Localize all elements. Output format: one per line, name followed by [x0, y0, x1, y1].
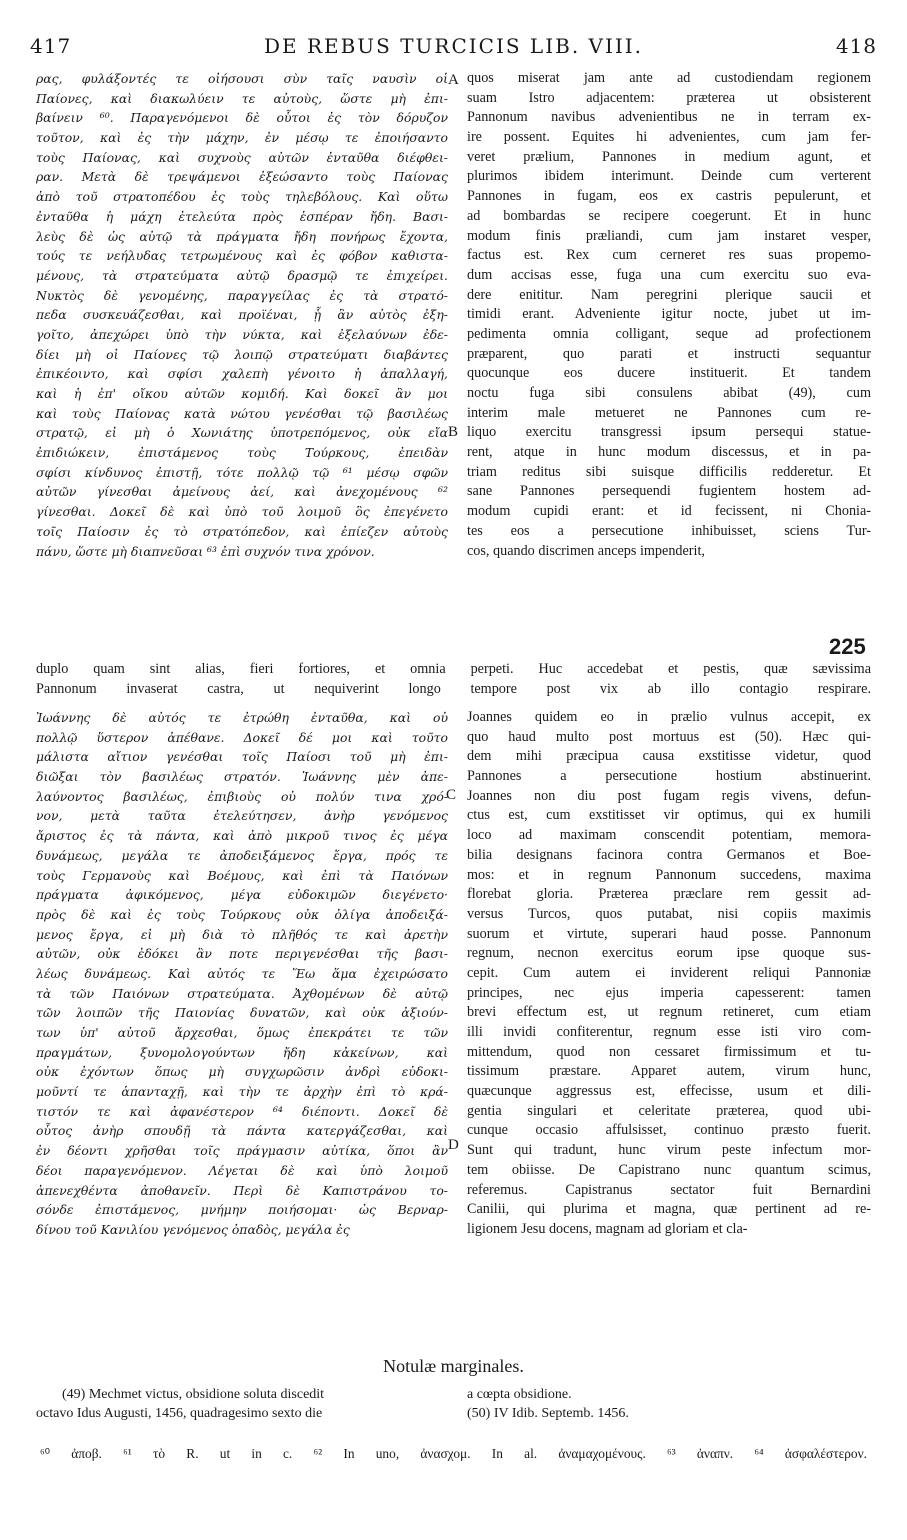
latin-text-line: interim male metueret ne Pannones cum re- — [467, 404, 871, 421]
latin-text-line: quocunque eos ducere instituerit. Et tandem — [467, 365, 871, 382]
note-49-line-1: (49) Mechmet victus, obsidione soluta discedit — [62, 1387, 325, 1402]
greek-text-line: λαύνοντος βασιλέως, ἐπιβιοὺς οὐ πολύν τινα χρό- — [36, 788, 448, 804]
greek-text-line: διῶξαι τὸν βασιλέως στρατόν. Ἰωάννης μὲν ἀπε- — [36, 769, 448, 785]
page-number-left: 417 — [30, 34, 72, 58]
latin-text-line: cepit. Cum autem ei inviderent reliqui Pannoniæ — [467, 964, 871, 981]
greek-text-line: τῶν λοιπῶν τῆς Παιονίας δυνατῶν, καὶ οὐκ ἀξιούν- — [36, 1005, 448, 1021]
latin-text-line: cunque occasio affulsisset, continuo præsto fuerit. — [467, 1122, 871, 1139]
greek-text-line: οὐκ ἐχόντων ὅπως μὴ συγχωρῶσιν ἀνδρὶ εὐδοκι- — [36, 1064, 448, 1080]
latin-text-line: referemus. Capistranus sectator fuit Bernardini — [467, 1181, 871, 1198]
latin-text-line: liquo exercitu transgressi ipsum persequi statue- — [467, 424, 871, 441]
latin-text-line: principes, nec ejus imperia capesserent: tamen — [467, 984, 871, 1001]
latin-text-line: loco ad maximam conscendit potentiam, memora- — [467, 827, 871, 844]
greek-text-line: καὶ τοὺς Παίονας κατὰ νώτου γενέσθαι τῷ βασιλέως — [36, 405, 448, 421]
latin-text-line: quæcunque aggressus est, effecisse, usum et dili- — [467, 1083, 871, 1100]
latin-text-line: suam Istro adjacentem: præterea ut obsisterent — [467, 89, 871, 106]
textual-variants: ⁶⁰ ἀποβ. ⁶¹ τὸ R. ut in c. ⁶² In uno, ἀνασχομ. In al. ἀναμαχομένους. ⁶³ ἀναπν. ⁶⁴ ἀσφαλέστερον. — [40, 1446, 867, 1461]
latin-text-line: modum cupidi erant: et id fecissent, ni Chonia- — [467, 503, 871, 520]
latin-text-line: tes eos a persecutione inhibuisset, sciens Tur- — [467, 522, 871, 539]
greek-text-line: ραν. Μετὰ δὲ τρεψάμενοι ἐξεώσαντο τοὺς Παίονας — [36, 169, 448, 185]
greek-text-line: ἐπιδιώκειν, ἐπιστάμενος τοὺς Τούρκους, ἐπειδὰν — [36, 445, 448, 461]
latin-text-line: gentia singulari et celeritate præterea, quod ubi- — [467, 1102, 871, 1119]
latin-text-line: plurimos ibidem interimunt. Deinde cum verterent — [467, 168, 871, 185]
greek-text-line: δυνάμεως, μεγάλα τε ἀποδειξάμενος ἔργα, πρός τε — [36, 847, 448, 863]
note-49-line-2: octavo Idus Augusti, 1456, quadragesimo sexto die — [36, 1406, 323, 1421]
latin-text-line: Pannones a persecutione hostium abstinuerint. — [467, 768, 871, 785]
greek-column-bottom — [36, 708, 448, 1240]
greek-text-line: δίει μὴ οἱ Παίονες τῷ λοιπῷ στρατεύματι διαβάντες — [36, 346, 448, 362]
latin-text-line: ad bombardas se recipere coegerunt. Et in hunc — [467, 207, 871, 224]
latin-text-line: sane Pannones persequendi fugientem hostem ad- — [467, 483, 871, 500]
latin-text-line: bilia designans facinora contra Germanos et Boe- — [467, 846, 871, 863]
margin-marker-a: A — [448, 72, 459, 88]
latin-column-bottom — [467, 708, 871, 1240]
latin-text-line: veret prælium, Pannones in medium agunt, et — [467, 148, 871, 165]
running-title: DE REBUS TURCICIS LIB. VIII. — [263, 34, 644, 58]
latin-column-top — [467, 69, 871, 561]
greek-text-line: Παίονες, καὶ διακωλύειν τε αὐτοὺς, ὥστε μὴ ἐπι- — [36, 90, 448, 106]
greek-text-line: μένους, τὰ στρατεύματα αὐτῷ δρασμῷ τε ἐπιχείρει. — [36, 267, 448, 283]
latin-text-line: florebat gloria. Præterea præclare rem gessit ad- — [467, 886, 871, 903]
latin-text-line: ligionem Jesu docens, magnam ad gloriam et cla- — [467, 1220, 748, 1237]
running-header — [30, 34, 877, 60]
greek-text-line: των ὑπ' αὐτοῦ ἄρχεσθαι, ὅμως ἐπεκράτει τε τῶν — [36, 1025, 448, 1040]
latin-text-line: Canilii, qui plurima et magna, quæ pertinent ad re- — [467, 1201, 871, 1218]
greek-text-line: δέοι παραγενόμενον. Λέγεται δὲ καὶ ὑπὸ λοιμοῦ — [36, 1162, 448, 1178]
latin-text-line: dem mihi præcipua causa exstitisse videtur, quod — [467, 748, 871, 765]
margin-marker-d: D — [448, 1137, 459, 1153]
latin-text-line: Pannonum navibus advenientibus ne in terram ex- — [467, 109, 871, 126]
latin-text-line: præparent, quo parati et instructi sequantur — [467, 345, 871, 362]
greek-text-line: σόνδε ἐπιστάμενος, μνήμην ποιήσομαι· ὡς Βερναρ- — [36, 1202, 448, 1218]
note-49-continuation: a cœpta obsidione. — [467, 1387, 572, 1402]
marginal-notes-title: Notulæ marginales. — [383, 1356, 524, 1376]
greek-text-line: τοὺς Γερμανοὺς καὶ Βοέμους, καὶ ἐπὶ τὰ Παιόνων — [36, 867, 448, 883]
full-width-text-line: Pannonum invaserat castra, ut nequiverint longo tempore post vix ab illo contagio respirare. — [36, 680, 871, 697]
latin-text-line: tissimum præstare. Apparet autem, virum hunc, — [467, 1063, 871, 1080]
latin-text-line: noctu fuga sibi consulens abibat (49), cum — [467, 385, 871, 401]
greek-text-line: τοῦτον, καὶ ἐς τὴν μάχην, ἐν μέσῳ τε ἐποιήσαντο — [36, 130, 448, 146]
latin-text-line: dum accisas esse, fuga una cum exercitu suo eva- — [467, 266, 871, 283]
greek-text-line: γοῖτο, ἀπεχώρει ὑπὸ τὴν νύκτα, καὶ ἐξελαύνων ἐδε- — [36, 326, 448, 342]
latin-text-line: factus est. Rex cum cerneret res suas propemo- — [467, 247, 871, 264]
greek-column-top — [36, 69, 448, 561]
page-number-right: 418 — [835, 34, 877, 58]
greek-text-line: πραγμάτων, ξυνομολογούντων ἤδη κἀκείνων, καὶ — [36, 1044, 448, 1060]
greek-text-line: ἐν δέοντι χρῆσθαι τοῖς πράγμασιν αὐτίκα, ὅποι ἂν — [36, 1143, 448, 1159]
greek-text-line: Νυκτὸς δὲ γενομένης, παραγγείλας ἐς τὰ στρατό- — [36, 287, 448, 303]
latin-text-line: timidi erant. Adveniente igitur nocte, jubet ut im- — [467, 306, 871, 323]
latin-text-line: ire possent. Equites hi advenientes, cum jam fer- — [467, 129, 871, 146]
latin-text-line: regnum, necnon exercitus eorum ipse quoque sus- — [467, 945, 871, 962]
full-width-text — [36, 660, 871, 699]
greek-text-line: μοῦντί τε ἁπανταχῇ, καὶ τὴν τε ἀρχὴν ἐπὶ τὸ κρά- — [36, 1084, 448, 1100]
greek-text-line: καὶ ἡ ἐπ' οἴκου αὐτῶν κομιδή. Καὶ δοκεῖ ἂν μοι — [36, 386, 448, 401]
latin-text-line: Pannones in fugam, eos ex castris pepulerunt, et — [467, 188, 871, 205]
margin-marker-c: C — [446, 787, 457, 803]
greek-text-line: νον, μετὰ ταῦτα ἐτελεύτησεν, ἀνὴρ γενόμενος — [36, 808, 448, 824]
latin-text-line: Joannes quidem eo in prælio vulnus accepit, ex — [467, 709, 871, 725]
greek-text-line: ἄριστος ἐς τὰ πάντα, καὶ ἀπὸ μικροῦ τινος ἐς μέγα — [36, 828, 448, 844]
latin-text-line: quo haud multo post mortuus est (50). Hæc qui- — [467, 728, 871, 745]
greek-text-line: ἀπενεχθέντα ἀποθανεῖν. Περὶ δὲ Καπιστράνου το- — [36, 1182, 448, 1198]
greek-text-line: αὐτῶν γίνεσθαι ἀμείνους ἀεί, καὶ ἀνεχομένους ⁶² — [36, 484, 448, 500]
greek-text-line: ἐνταῦθα ἡ μάχη ἐτελεύτα πρὸς ἑσπέραν ἤδη. Βασι- — [36, 208, 448, 224]
greek-text-line: τοὺς Παίονας, καὶ συχνοὺς αὐτῶν ἐνταῦθα διέφθει- — [36, 149, 448, 165]
greek-text-line: ἐπικέοιντο, καὶ σφίσι χαλεπὴ γένοιτο ἡ ἀπαλλαγή, — [36, 366, 448, 382]
latin-text-line: tem obiisse. De Capistrano nunc quantum scimus, — [467, 1161, 871, 1178]
greek-text-line: ἀπὸ τοῦ στρατοπέδου ἐς τοὺς τηλεβόλους. Καὶ οὕτω — [36, 189, 448, 205]
greek-text-line: σφίσι κίνδυνος ἐπιστῇ, τότε πολλῷ τῷ ⁶¹ μέσῳ σφῶν — [36, 464, 448, 480]
latin-text-line: versus Turcos, quos putabat, nisi copiis maximis — [467, 905, 871, 922]
latin-text-line: triam reditus sibi suisque difficilis redderetur. Et — [467, 463, 871, 480]
greek-text-line: οὗτος ἀνὴρ σπουδῇ τὰ πάντα κατεργάζεσθαι, καὶ — [36, 1123, 448, 1139]
latin-text-line: ctus est, cum exstitisset vir optimus, qui ex humili — [467, 807, 871, 824]
greek-text-line: τούς τε νεήλυδας τετρωμένους καὶ ἐς φόβον καθιστα- — [36, 248, 448, 264]
greek-text-line: πάνυ, ὥστε μὴ διαπνεῦσαι ⁶³ ἐπὶ συχνόν τινα χρόνον. — [36, 543, 375, 559]
latin-text-line: cos, quando discrimen anceps impenderit, — [467, 542, 705, 559]
note-50: (50) IV Idib. Septemb. 1456. — [467, 1406, 629, 1421]
latin-text-line: mittendum, quod non cessaret firmissimum et tu- — [467, 1043, 871, 1060]
greek-text-line: στρατῷ, εἰ μὴ ὁ Χωνιάτης ὑποτρεπόμενος, οὐκ εἴα — [36, 425, 448, 441]
latin-text-line: suorum et virtute, superari haud posse. Pannonum — [467, 925, 871, 942]
latin-text-line: illi invidi confiterentur, regnum esse isti viro com- — [467, 1024, 871, 1040]
bold-page-number: 225 — [829, 634, 866, 659]
full-width-text-line: duplo quam sint alias, fieri fortiores, et omnia perpeti. Huc accedebat et pestis, quæ sævissima — [36, 661, 871, 677]
greek-text-line: λεὺς δὲ ὡς αὐτῷ τὰ πράγματα ἤδη πονήρως ἔχοντα, — [36, 228, 448, 244]
latin-text-line: mos: et in regnum Pannonum succedens, maxima — [467, 866, 871, 883]
latin-text-line: brevi effectum est, ut regnum retineret, cum etiam — [467, 1004, 871, 1021]
latin-text-line: rent, atque in hunc modum discessus, et in pa- — [467, 444, 871, 461]
greek-text-line: Ἰωάννης δὲ αὐτός τε ἐτρώθη ἐνταῦθα, καὶ οὐ — [36, 710, 448, 725]
greek-text-line: πρὸς δὲ καὶ ἐς τοὺς Τούρκους οὐκ ὀλίγα ἀποδειξά- — [36, 906, 448, 922]
greek-text-line: γίνεσθαι. Δοκεῖ δὲ καὶ ὑπὸ τοῦ λοιμοῦ ὃς ἐπεγένετο — [36, 504, 448, 520]
greek-text-line: αὐτῶν, οὐκ ἐδόκει ἂν ποτε περιγενέσθαι τῆς βασι- — [36, 946, 448, 962]
latin-text-line: pedimenta omnia colligant, seque ad profectionem — [467, 325, 871, 342]
latin-text-line: modum finis præliandi, cum jam instaret vesper, — [467, 227, 871, 244]
greek-text-line: τιστόν τε καὶ ἀφανέστερον ⁶⁴ διέποντι. Δοκεῖ δὲ — [36, 1103, 448, 1119]
greek-text-line: πράγματα ἀφικόμενος, μέγα εὐδοκιμῶν διεγένετο· — [36, 887, 448, 903]
greek-text-line: βαίνειν ⁶⁰. Παραγενόμενοι δὲ οὗτοι ἐς τὸν δόρυζον — [36, 110, 448, 126]
latin-text-line: Sunt qui tradunt, hunc virum peste infectum mor- — [467, 1142, 871, 1159]
greek-text-line: δίνου τοῦ Κανιλίου γενόμενος ὀπαδὸς, μεγάλα ἐς — [36, 1221, 350, 1237]
greek-text-line: μενος ἔργα, εἰ μὴ διὰ τὸ πλῆθός τε καὶ ἀρετὴν — [36, 926, 448, 942]
greek-text-line: πεδα συσκευάζεσθαι, καὶ προϊέναι, ᾗ ἂν αὐτὸς ἐξη- — [36, 307, 448, 323]
greek-text-line: λέως δυνάμεως. Καὶ αὐτός τε Ἕω ἅμα ἐχειρώσατο — [36, 965, 448, 981]
greek-text-line: μάλιστα αἴτιον γενέσθαι τοῖς Παίοσι τοῦ μὴ ἐπι- — [36, 749, 448, 765]
margin-marker-b: B — [448, 424, 459, 440]
greek-text-line: ρας, φυλάξοντές τε οἰήσουσι σὺν ταῖς ναυσὶν οἱ — [36, 71, 448, 86]
latin-text-line: quos miserat jam ante ad custodiendam regionem — [467, 70, 871, 86]
latin-text-line: Joannes non diu post fugam regis vivens, defun- — [467, 787, 871, 804]
greek-text-line: τοῖς Παίοσιν ἐς τὸ στρατόπεδον, καὶ ἐπίεζεν αὐτοὺς — [36, 523, 448, 539]
greek-text-line: τὰ τῶν Παιόνων στρατεύματα. Ἀχθομένων δὲ αὐτῷ — [36, 985, 448, 1001]
latin-text-line: dere enititur. Nam peregrini plerique saucii et — [467, 286, 871, 303]
greek-text-line: πολλῷ ὕστερον ἀπέθανε. Δοκεῖ δέ μοι καὶ τοῦτο — [36, 729, 448, 745]
